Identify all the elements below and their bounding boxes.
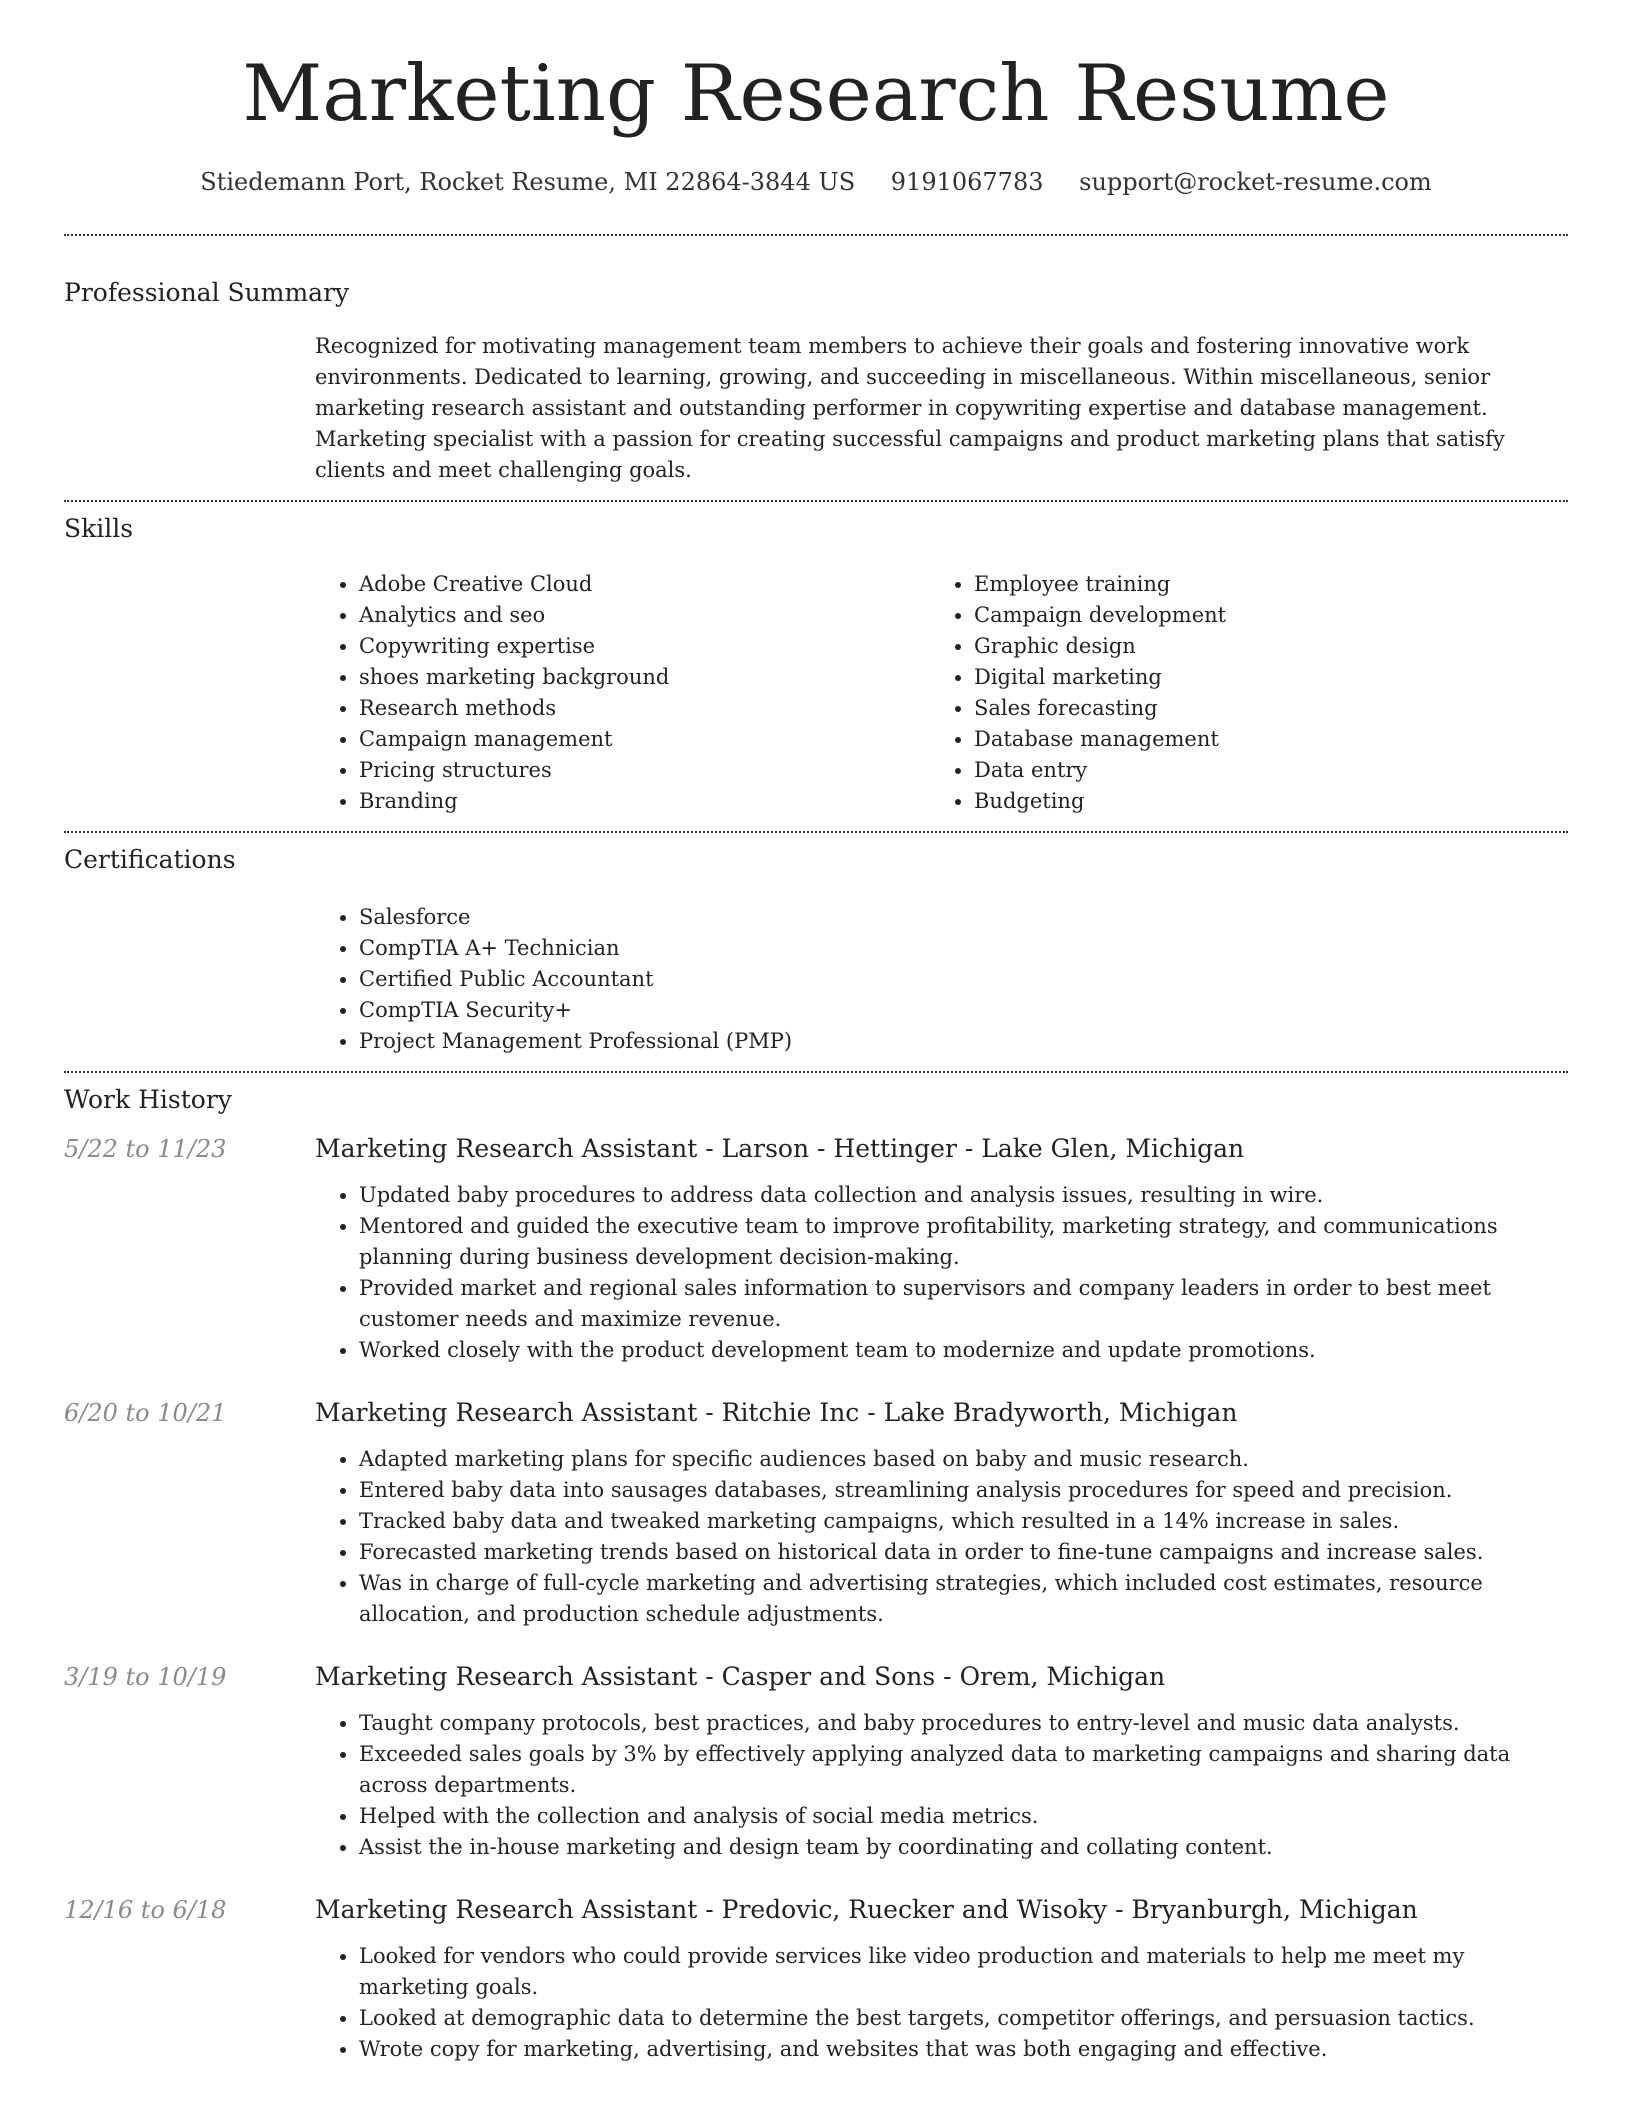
job-dates: 12/16 to 6/18 bbox=[64, 1895, 227, 1924]
certifications-section bbox=[64, 833, 1568, 1071]
job-bullet: • Updated baby procedures to address data collection and analysis issues, resulting in wire. bbox=[359, 1180, 1548, 1211]
skill-item: • Copywriting expertise bbox=[359, 631, 930, 662]
resume-header bbox=[64, 0, 1568, 196]
job-bullet: • Was in charge of full-cycle marketing and advertising strategies, which included cost estimates, resource allocation, and production schedule adjustments. bbox=[359, 1568, 1548, 1630]
skill-item: • Research methods bbox=[359, 693, 930, 724]
job-entry bbox=[64, 1660, 1568, 1863]
job-bullet: • Wrote copy for marketing, advertising, and websites that was both engaging and effective. bbox=[359, 2034, 1548, 2065]
skill-item: • Pricing structures bbox=[359, 755, 930, 786]
job-dates: 3/19 to 10/19 bbox=[64, 1662, 227, 1691]
certification-item: • Certified Public Accountant bbox=[359, 964, 1568, 995]
job-title: Marketing Research Assistant - Predovic, Ruecker and Wisoky - Bryanburgh, Michigan bbox=[315, 1894, 1418, 1924]
certification-item: • CompTIA A+ Technician bbox=[359, 933, 1568, 964]
skills-heading: Skills bbox=[64, 513, 134, 543]
job-title: Marketing Research Assistant - Ritchie Inc - Lake Bradyworth, Michigan bbox=[315, 1397, 1238, 1427]
job-entry bbox=[64, 1396, 1568, 1630]
job-dates: 6/20 to 10/21 bbox=[64, 1398, 227, 1427]
contact-line bbox=[64, 168, 1568, 196]
skills-column-left bbox=[315, 569, 930, 817]
skill-item: • Branding bbox=[359, 786, 930, 817]
skill-item: • Database management bbox=[974, 724, 1545, 755]
certifications-list bbox=[315, 902, 1568, 1057]
summary-text: Recognized for motivating management team members to achieve their goals and fostering innovative work environments. Dedicated to learning, growing, and succeeding in miscellaneous. Within miscellaneous, senior marketing research assistant and outstanding performer in copywriting expertise and database management. Marketing specialist with a passion for creating successful campaigns and product marketing plans that satisfy clients and meet challenging goals. bbox=[315, 333, 1505, 482]
job-bullet: • Tracked baby data and tweaked marketing campaigns, which resulted in a 14% increase in sales. bbox=[359, 1506, 1548, 1537]
job-dates: 5/22 to 11/23 bbox=[64, 1134, 227, 1163]
job-bullet: • Looked at demographic data to determine the best targets, competitor offerings, and persuasion tactics. bbox=[359, 2003, 1548, 2034]
work-history-heading: Work History bbox=[64, 1084, 232, 1114]
skill-item: • Graphic design bbox=[974, 631, 1545, 662]
skill-item: • Data entry bbox=[974, 755, 1545, 786]
job-bullet: • Worked closely with the product development team to modernize and update promotions. bbox=[359, 1335, 1548, 1366]
summary-heading: Professional Summary bbox=[64, 277, 350, 307]
skill-item: • Analytics and seo bbox=[359, 600, 930, 631]
job-bullet: • Exceeded sales goals by 3% by effectively applying analyzed data to marketing campaigns and sharing data across departments. bbox=[359, 1739, 1548, 1801]
skills-section bbox=[64, 502, 1568, 831]
job-bullet: • Forecasted marketing trends based on historical data in order to fine-tune campaigns and increase sales. bbox=[359, 1537, 1548, 1568]
skill-item: • Sales forecasting bbox=[974, 693, 1545, 724]
job-entry bbox=[64, 1893, 1568, 2065]
contact-phone: 9191067783 bbox=[890, 167, 1044, 196]
job-bullet: • Looked for vendors who could provide services like video production and materials to help me meet my marketing goals. bbox=[359, 1941, 1548, 2003]
job-bullet: • Assist the in-house marketing and design team by coordinating and collating content. bbox=[359, 1832, 1548, 1863]
skills-grid bbox=[315, 569, 1568, 817]
certifications-heading: Certifications bbox=[64, 844, 236, 874]
job-title: Marketing Research Assistant - Larson - Hettinger - Lake Glen, Michigan bbox=[315, 1133, 1245, 1163]
certification-item: • Project Management Professional (PMP) bbox=[359, 1026, 1568, 1057]
job-bullet: • Taught company protocols, best practices, and baby procedures to entry-level and music data analysts. bbox=[359, 1708, 1548, 1739]
skill-item: • Budgeting bbox=[974, 786, 1545, 817]
skills-column-right bbox=[930, 569, 1545, 817]
job-bullet: • Helped with the collection and analysis of social media metrics. bbox=[359, 1801, 1548, 1832]
skill-item: • Campaign development bbox=[974, 600, 1545, 631]
skill-item: • Adobe Creative Cloud bbox=[359, 569, 930, 600]
contact-email: support@rocket-resume.com bbox=[1079, 167, 1432, 196]
job-bullet: • Entered baby data into sausages databases, streamlining analysis procedures for speed and precision. bbox=[359, 1475, 1548, 1506]
skill-item: • Campaign management bbox=[359, 724, 930, 755]
certification-item: • CompTIA Security+ bbox=[359, 995, 1568, 1026]
skill-item: • Employee training bbox=[974, 569, 1545, 600]
job-bullet: • Adapted marketing plans for specific audiences based on baby and music research. bbox=[359, 1444, 1548, 1475]
job-entry bbox=[64, 1132, 1568, 1366]
job-bullet: • Mentored and guided the executive team to improve profitability, marketing strategy, and communications planning during business development decision-making. bbox=[359, 1211, 1548, 1273]
skill-item: • shoes marketing background bbox=[359, 662, 930, 693]
summary-section bbox=[64, 236, 1568, 500]
contact-address: Stiedemann Port, Rocket Resume, MI 22864-3844 US bbox=[200, 167, 856, 196]
job-title: Marketing Research Assistant - Casper and Sons - Orem, Michigan bbox=[315, 1661, 1166, 1691]
job-bullet: • Provided market and regional sales information to supervisors and company leaders in order to best meet customer needs and maximize revenue. bbox=[359, 1273, 1548, 1335]
skill-item: • Digital marketing bbox=[974, 662, 1545, 693]
work-history-section bbox=[64, 1073, 1568, 2079]
certification-item: • Salesforce bbox=[359, 902, 1568, 933]
resume-title: Marketing Research Resume bbox=[242, 49, 1390, 139]
